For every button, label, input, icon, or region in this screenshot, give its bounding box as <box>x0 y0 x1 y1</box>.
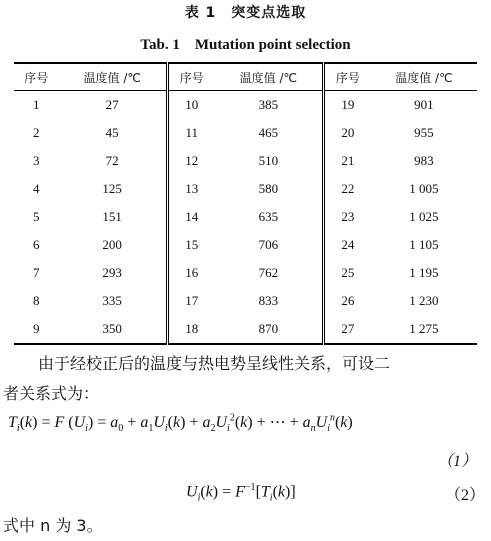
index-cell: 25 <box>341 265 355 280</box>
equation-1-number: （1） <box>436 453 477 470</box>
index-cell: 7 <box>32 265 40 280</box>
header-index-3: 序号 <box>324 63 371 91</box>
temperature-cell: 350 <box>58 315 167 344</box>
equation-1-body: $T_i(k) = F$ $(U_i) = a_0 + a_1U_i(k) + a_2U_i^2(k)$ + ⋯ + $a_nU_i^n(k)$ <box>8 412 353 435</box>
equation-2: $U_i(k) = F^{-1}[T_i(k)]$ <box>186 482 296 504</box>
temperature-cell: 706 <box>215 231 324 259</box>
index-cell: 4 <box>32 181 40 196</box>
index-cell: 19 <box>341 97 355 112</box>
header-temp-1: 温度值 /℃ <box>58 63 167 91</box>
temperature-cell: 635 <box>215 203 324 231</box>
index-cell: 23 <box>341 209 355 224</box>
header-index-2: 序号 <box>167 63 214 91</box>
index-cell: 3 <box>32 153 40 168</box>
temperature-cell: 72 <box>58 147 167 175</box>
paragraph-n: 式中 n 为 3。 <box>3 516 103 535</box>
temperature-cell: 983 <box>414 153 434 168</box>
table-row <box>14 231 477 259</box>
index-cell: 12 <box>185 153 199 168</box>
index-cell: 26 <box>341 293 355 308</box>
table-title-cn: 表 1 突变点选取 <box>184 5 307 21</box>
paragraph-relation <box>0 349 491 409</box>
table-row <box>14 259 477 287</box>
temperature-cell: 870 <box>215 315 324 344</box>
temperature-cell: 1 230 <box>409 293 439 308</box>
table-row <box>14 119 477 147</box>
mutation-point-table <box>14 62 477 345</box>
temperature-cell: 1 275 <box>371 315 477 344</box>
index-cell: 1 <box>32 97 40 112</box>
table-row <box>14 91 477 120</box>
index-cell: 27 <box>324 315 371 344</box>
table-row <box>14 315 477 344</box>
equation-1 <box>8 412 483 470</box>
index-cell: 20 <box>341 125 355 140</box>
temperature-cell: 1 195 <box>409 265 439 280</box>
header-temp-3: 温度值 /℃ <box>371 63 477 91</box>
temperature-cell: 200 <box>58 231 167 259</box>
equation-2-number: （2） <box>444 487 485 504</box>
table-row <box>14 203 477 231</box>
table-row <box>14 287 477 315</box>
temperature-cell: 1 105 <box>409 237 439 252</box>
temperature-cell: 833 <box>215 287 324 315</box>
index-cell: 24 <box>341 237 355 252</box>
index-cell: 18 <box>167 315 214 344</box>
index-cell: 21 <box>341 153 355 168</box>
temperature-cell: 151 <box>58 203 167 231</box>
temperature-cell: 385 <box>215 91 324 120</box>
temperature-cell: 955 <box>414 125 434 140</box>
index-cell: 13 <box>185 181 199 196</box>
index-cell: 16 <box>185 265 199 280</box>
temperature-cell: 27 <box>58 91 167 120</box>
temperature-cell: 901 <box>414 97 434 112</box>
index-cell: 8 <box>32 293 40 308</box>
index-cell: 22 <box>341 181 355 196</box>
temperature-cell: 580 <box>215 175 324 203</box>
table-row <box>14 147 477 175</box>
temperature-cell: 335 <box>58 287 167 315</box>
table-row <box>14 175 477 203</box>
table-title-en: Tab. 1 Mutation point selection <box>140 37 351 53</box>
paragraph-line-2: 者关系式为： <box>3 384 100 403</box>
header-index-1: 序号 <box>14 63 58 91</box>
index-cell: 14 <box>185 209 199 224</box>
index-cell: 2 <box>32 125 40 140</box>
index-cell: 15 <box>185 237 199 252</box>
paragraph-line-1: 由于经校正后的温度与热电势呈线性关系，可设二 <box>38 354 391 373</box>
index-cell: 6 <box>32 237 40 252</box>
temperature-cell: 1 005 <box>409 181 439 196</box>
temperature-cell: 465 <box>215 119 324 147</box>
temperature-cell: 45 <box>58 119 167 147</box>
index-cell: 5 <box>32 209 40 224</box>
temperature-cell: 510 <box>215 147 324 175</box>
temperature-cell: 762 <box>215 259 324 287</box>
temperature-cell: 125 <box>58 175 167 203</box>
header-temp-2: 温度值 /℃ <box>215 63 324 91</box>
temperature-cell: 1 025 <box>409 209 439 224</box>
temperature-cell: 293 <box>58 259 167 287</box>
index-cell: 10 <box>185 97 199 112</box>
table-header-row <box>14 63 477 91</box>
table-body <box>14 91 477 345</box>
index-cell: 11 <box>185 125 199 140</box>
index-cell: 9 <box>14 315 58 344</box>
index-cell: 17 <box>185 293 199 308</box>
